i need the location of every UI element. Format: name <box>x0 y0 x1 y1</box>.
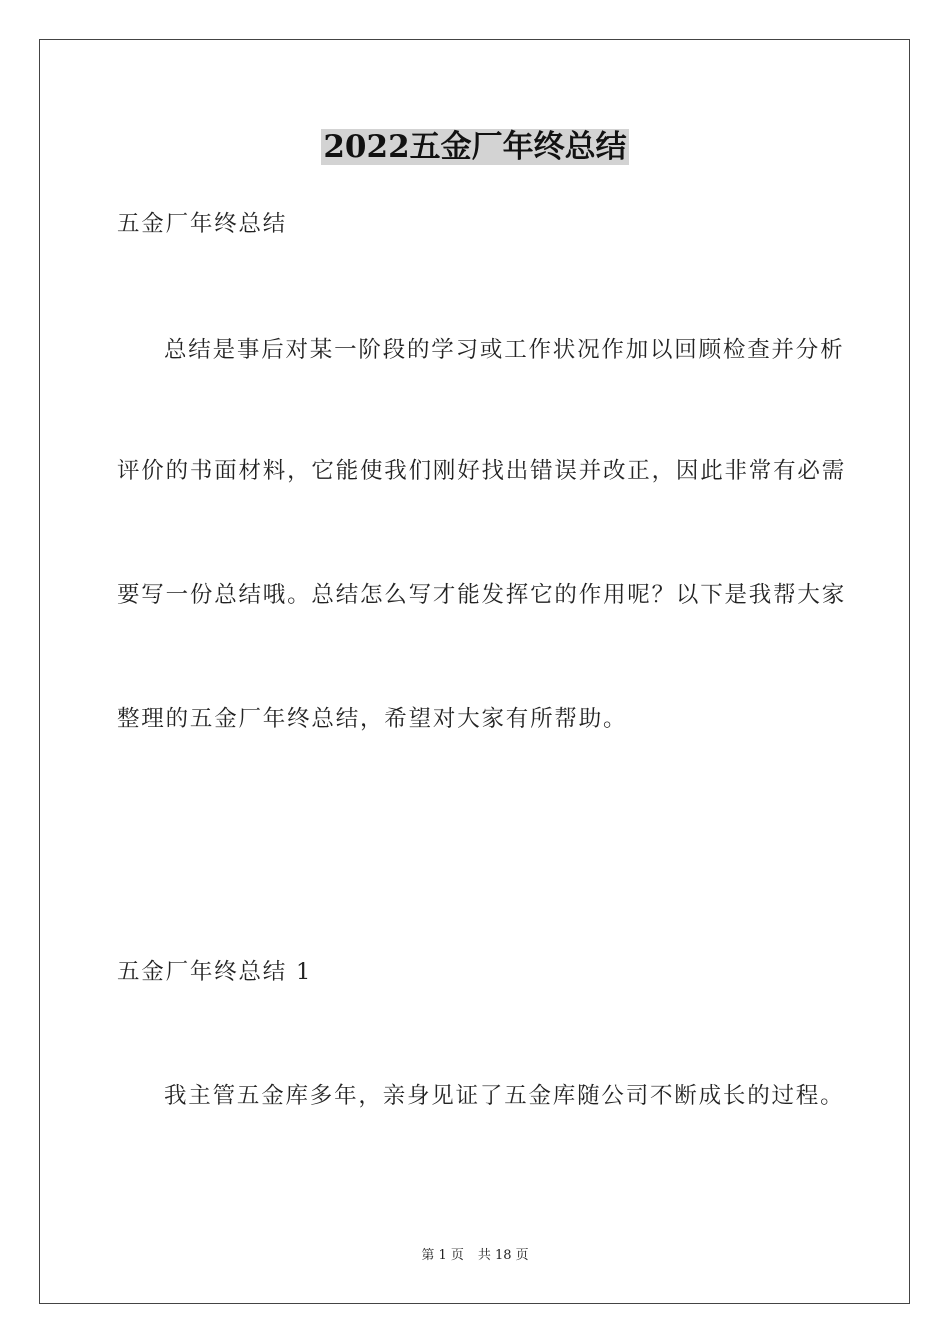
document-subtitle: 五金厂年终总结 <box>117 211 288 237</box>
intro-line-3: 要写一份总结哦。总结怎么写才能发挥它的作用呢？以下是我帮大家 <box>117 582 847 608</box>
page-footer <box>0 1247 950 1265</box>
section-paragraph-line-1: 我主管五金库多年，亲身见证了五金库随公司不断成长的过程。 <box>164 1083 845 1109</box>
page-number: 第 1 页 <box>421 1248 464 1263</box>
document-title <box>0 124 950 170</box>
document-title-text: 2022五金厂年终总结 <box>323 129 627 165</box>
page-total: 共 18 页 <box>477 1248 529 1263</box>
section-heading: 五金厂年终总结 1 <box>117 959 313 985</box>
intro-line-2: 评价的书面材料，它能使我们刚好找出错误并改正，因此非常有必需 <box>117 458 847 484</box>
intro-line-4: 整理的五金厂年终总结，希望对大家有所帮助。 <box>117 706 628 732</box>
intro-line-1: 总结是事后对某一阶段的学习或工作状况作加以回顾检查并分析 <box>164 337 845 363</box>
